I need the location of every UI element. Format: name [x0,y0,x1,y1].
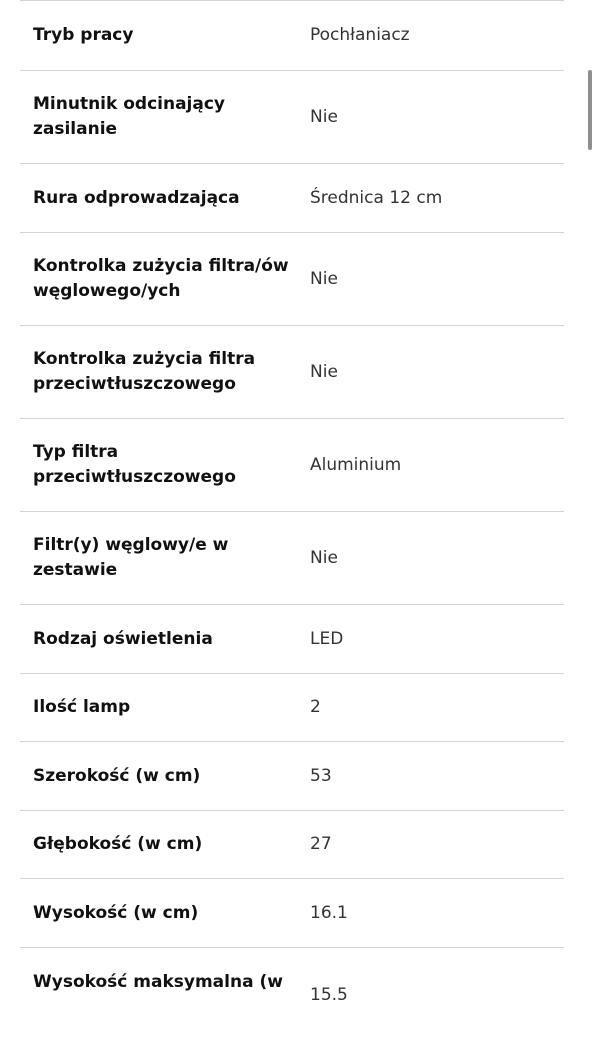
spec-label: Typ filtra przeciwtłuszczowego [33,442,236,487]
spec-value: Pochłaniacz [310,25,410,45]
spec-value: 16.1 [310,902,348,923]
spec-label: Kontrolka zużycia filtra/ów węglowego/ych [33,256,289,301]
spec-value: 53 [310,765,332,786]
spec-value: LED [310,628,344,649]
spec-label: Tryb pracy [33,25,134,45]
spec-row-lamp-count [20,674,564,742]
spec-value: Nie [310,106,338,127]
spec-row-operating-mode [20,0,564,71]
spec-value: Nie [310,361,338,382]
spec-row-carbon-filters-included [20,512,564,605]
spec-value: Średnica 12 cm [310,187,443,208]
spec-label: Szerokość (w cm) [33,765,201,786]
scrollbar-thumb[interactable] [588,70,592,150]
spec-row-height [20,879,564,948]
spec-row-shutoff-timer [20,71,564,164]
spec-row-depth [20,811,564,879]
spec-label: Wysokość maksymalna (w [33,972,283,992]
spec-label: Minutnik odcinający zasilanie [33,94,226,139]
spec-row-width [20,742,564,811]
spec-label: Kontrolka zużycia filtra przeciwtłuszczowego [33,349,256,394]
spec-label: Wysokość (w cm) [33,902,199,923]
spec-row-grease-filter-type [20,419,564,512]
spec-value: 15.5 [310,985,348,1005]
spec-row-exhaust-pipe [20,164,564,233]
spec-label: Rodzaj oświetlenia [33,628,213,649]
spec-value: 27 [310,834,332,854]
spec-row-carbon-filter-indicator [20,233,564,326]
spec-row-grease-filter-indicator [20,326,564,419]
spec-value: Nie [310,268,338,289]
spec-value: 2 [310,697,321,717]
spec-row-max-height [20,948,564,1041]
spec-label: Rura odprowadzająca [33,187,240,208]
specifications-table [20,0,564,1041]
spec-value: Nie [310,547,338,568]
spec-value: Aluminium [310,454,402,475]
spec-row-lighting-type [20,605,564,674]
spec-label: Ilość lamp [33,697,131,717]
spec-label: Filtr(y) węglowy/e w zestawie [33,535,229,580]
spec-label: Głębokość (w cm) [33,834,203,854]
